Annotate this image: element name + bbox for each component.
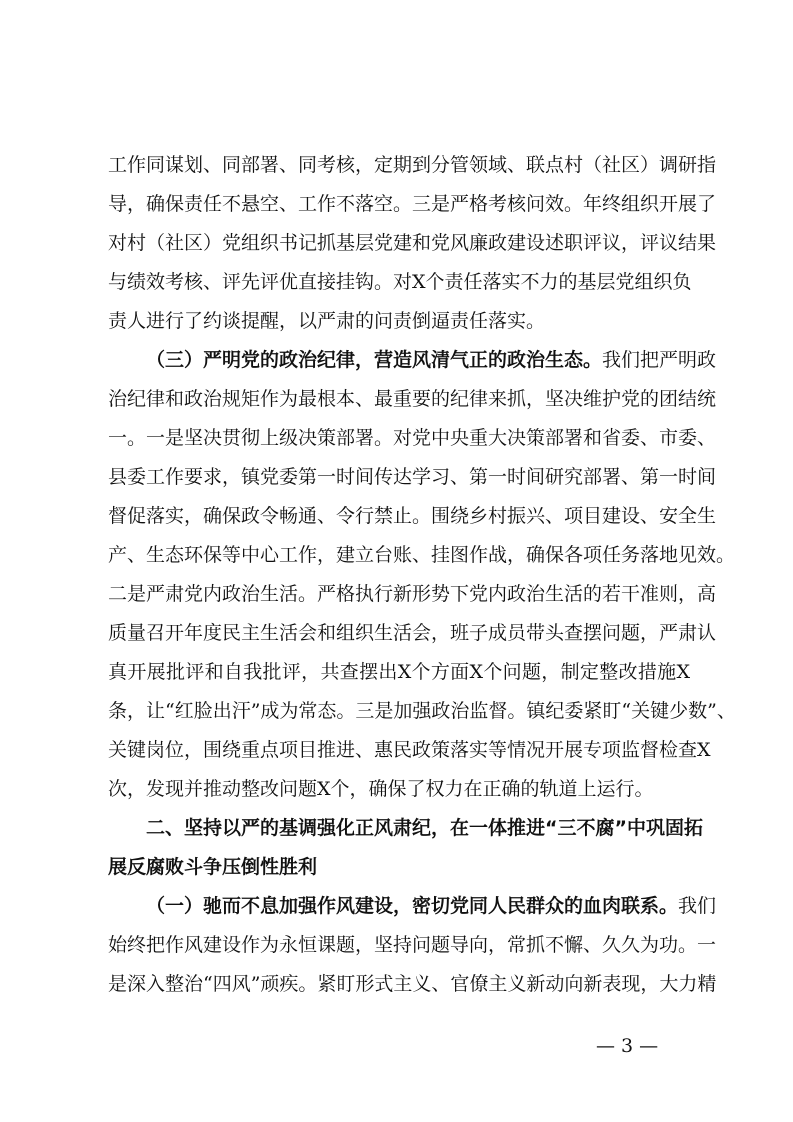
text-line: 真开展批评和自我批评，共查摆出X个方面X个问题，制定整改措施X [108,661,690,683]
section-heading-line: 展反腐败斗争压倒性胜利 [108,856,318,878]
text-line: 始终把作风建设作为永恒课题，坚持问题导向，常抓不懈、久久为功。一 [108,934,717,956]
text-line: 工作同谋划、同部署、同考核，定期到分管领域、联点村（社区）调研指 [108,154,717,176]
text-line: 质量召开年度民主生活会和组织生活会，班子成员带头查摆问题，严肃认 [108,622,717,644]
subsection-text: 我们 [678,895,717,917]
text-line: 责人进行了约谈提醒，以严肃的问责倒逼责任落实。 [108,310,546,332]
page-number: — 3 — [596,1035,659,1057]
text-line: 关键岗位，围绕重点项目推进、惠民政策落实等情况开展专项监督检查X [108,739,711,761]
text-line: 对村（社区）党组织书记抓基层党建和党风廉政建设述职评议，评议结果 [108,232,717,254]
text-line: 一。一是坚决贯彻上级决策部署。对党中央重大决策部署和省委、市委、 [108,427,717,449]
subsection-title: （三）严明党的政治纪律，营造风清气正的政治生态。 [146,349,603,371]
text-line: 督促落实，确保政令畅通、令行禁止。围绕乡村振兴、项目建设、安全生 [108,505,717,527]
text-line: 是深入整治“四风”顽疾。紧盯形式主义、官僚主义新动向新表现，大力精 [108,973,717,995]
text-line: 条，让“红脸出汗”成为常态。三是加强政治监督。镇纪委紧盯“关键少数”、 [108,700,736,722]
text-line: 次，发现并推动整改问题X个，确保了权力在正确的轨道上运行。 [108,778,654,800]
text-line: 治纪律和政治规矩作为最根本、最重要的纪律来抓，坚决维护党的团结统 [108,388,717,410]
text-line: 产、生态环保等中心工作，建立台账、挂图作战，确保各项任务落地见效。 [108,544,736,566]
subsection-first-line [108,886,717,926]
text-line: 与绩效考核、评先评优直接挂钩。对X个责任落实不力的基层党组织负 [108,271,692,293]
text-line: 二是严肃党内政治生活。严格执行新形势下党内政治生活的若干准则，高 [108,583,717,605]
text-line: 导，确保责任不悬空、工作不落空。三是严格考核问效。年终组织开展了 [108,193,717,215]
text-line: 县委工作要求，镇党委第一时间传达学习、第一时间研究部署、第一时间 [108,466,717,488]
subsection-title: （一）驰而不息加强作风建设，密切党同人民群众的血肉联系。 [146,895,679,917]
section-heading-line: 二、坚持以严的基调强化正风肃纪，在一体推进“三不腐”中巩固拓 [146,817,703,839]
subsection-first-line [108,340,717,380]
subsection-text: 我们把严明政 [602,349,717,371]
